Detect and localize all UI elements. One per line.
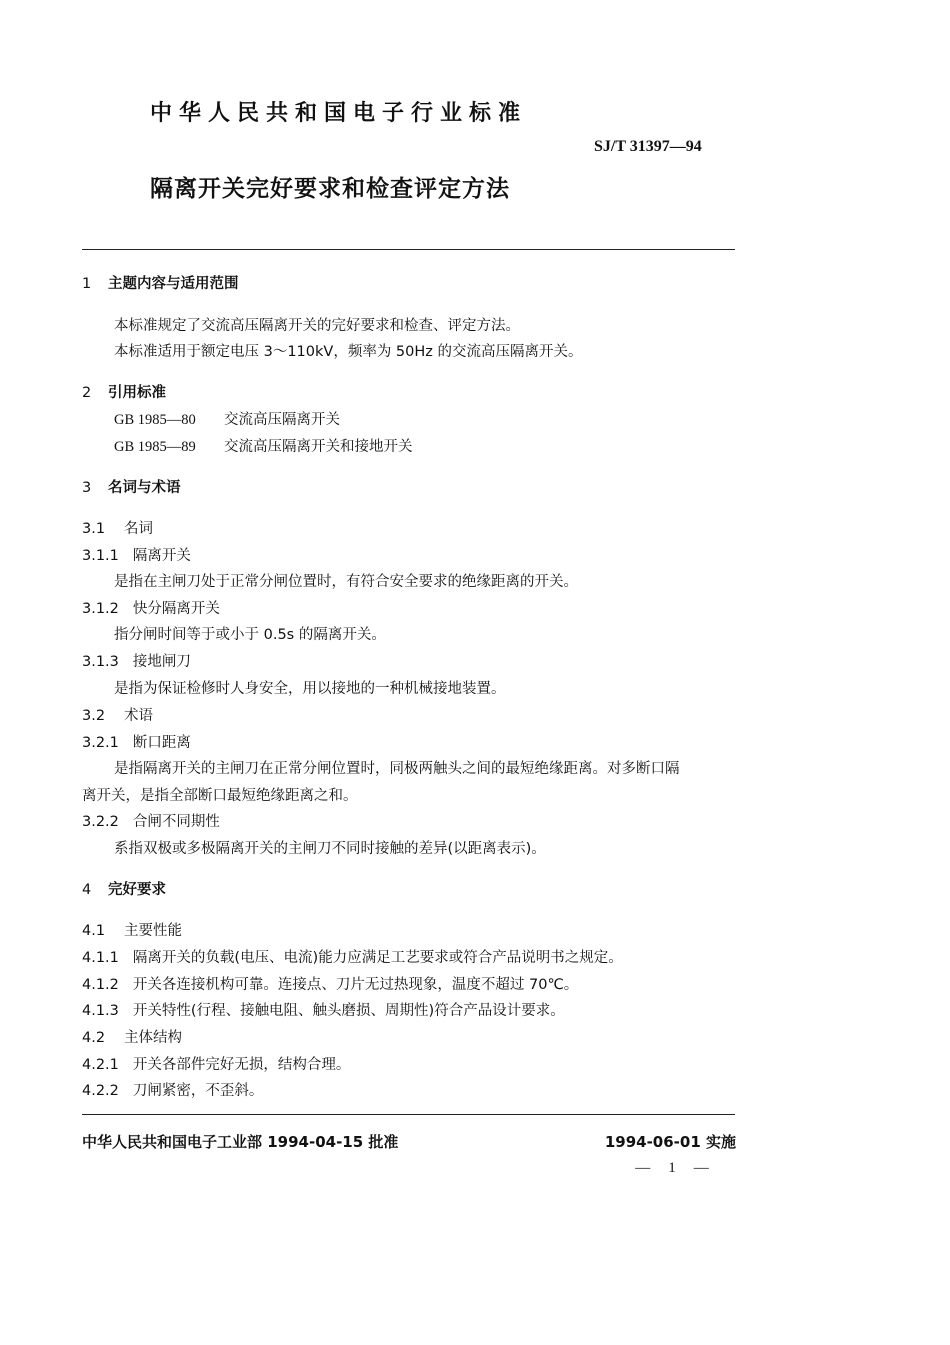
subsection-title: 名词 [124, 521, 153, 537]
subsection-number: 4.2 [82, 1030, 106, 1046]
subsection-title: 主要性能 [124, 923, 182, 939]
section-3-heading [82, 478, 181, 498]
clause-item [82, 975, 578, 995]
subsection-number: 3.1.1 [82, 548, 119, 564]
section-number: 4 [82, 882, 92, 898]
section-1-heading [82, 274, 239, 294]
clause-number: 4.2.2 [82, 1083, 119, 1099]
header-divider [82, 249, 735, 250]
footer-divider [82, 1114, 735, 1115]
clause-item [82, 948, 623, 968]
subsection-heading [82, 652, 191, 672]
subsection-heading [82, 706, 153, 726]
section-number: 1 [82, 276, 92, 292]
section-1-paragraph: 本标准适用于额定电压 3～110kV，频率为 50Hz 的交流高压隔离开关。 [114, 344, 583, 360]
subsection-title: 合闸不同期性 [132, 814, 220, 830]
clause-text: 开关特性(行程、接触电阻、触头磨损、周期性)符合产品设计要求。 [132, 1003, 565, 1019]
subsection-title: 接地闸刀 [132, 654, 191, 670]
subsection-heading [82, 599, 220, 619]
definition-text: 系指双极或多极隔离开关的主闸刀不同时接触的差异(以距离表示)。 [114, 841, 546, 857]
definition-text: 指分闸时间等于或小于 0.5s 的隔离开关。 [114, 627, 386, 643]
reference-name: 交流高压隔离开关和接地开关 [224, 439, 413, 455]
subsection-number: 3.2.2 [82, 814, 119, 830]
section-4-heading [82, 880, 166, 900]
reference-code: GB 1985—89 [114, 439, 196, 455]
clause-number: 4.1.1 [82, 950, 119, 966]
subsection-heading [82, 1028, 182, 1048]
standard-header: 中华人民共和国电子行业标准 [150, 101, 528, 126]
section-number: 2 [82, 385, 92, 401]
reference-name: 交流高压隔离开关 [224, 412, 340, 428]
clause-item [82, 1081, 263, 1101]
clause-number: 4.1.2 [82, 977, 119, 993]
reference-item [114, 437, 413, 457]
subsection-number: 3.2.1 [82, 735, 119, 751]
reference-item [114, 410, 340, 430]
section-title: 主题内容与适用范围 [108, 276, 239, 292]
clause-number: 4.1.3 [82, 1003, 119, 1019]
subsection-title: 术语 [124, 708, 153, 724]
clause-text: 开关各连接机构可靠。连接点、刀片无过热现象，温度不超过 70℃。 [132, 977, 579, 993]
subsection-heading [82, 519, 153, 539]
definition-text: 是指在主闸刀处于正常分闸位置时，有符合安全要求的绝缘距离的开关。 [114, 574, 578, 590]
standard-code: SJ/T 31397—94 [594, 138, 702, 155]
section-1-paragraph: 本标准规定了交流高压隔离开关的完好要求和检查、评定方法。 [114, 318, 520, 334]
subsection-heading [82, 921, 182, 941]
effective-date: 1994-06-01 实施 [604, 1133, 736, 1151]
definition-text-continued: 离开关，是指全部断口最短绝缘距离之和。 [82, 788, 358, 804]
section-title: 名词与术语 [108, 480, 181, 496]
page-number: —1— [635, 1160, 727, 1176]
clause-item [82, 1055, 350, 1075]
subsection-number: 3.2 [82, 708, 106, 724]
reference-code: GB 1985—80 [114, 412, 196, 428]
subsection-number: 3.1.3 [82, 654, 119, 670]
clause-text: 隔离开关的负载(电压、电流)能力应满足工艺要求或符合产品说明书之规定。 [132, 950, 623, 966]
subsection-heading [82, 546, 191, 566]
approval-statement: 中华人民共和国电子工业部 1994-04-15 批准 [82, 1133, 399, 1151]
clause-item [82, 1001, 565, 1021]
subsection-title: 断口距离 [132, 735, 191, 751]
clause-text: 开关各部件完好无损，结构合理。 [132, 1057, 351, 1073]
subsection-heading [82, 812, 220, 832]
section-2-heading [82, 383, 166, 403]
document-title: 隔离开关完好要求和检查评定方法 [150, 176, 510, 202]
subsection-number: 4.1 [82, 923, 106, 939]
subsection-title: 主体结构 [124, 1030, 182, 1046]
section-title: 引用标准 [108, 385, 166, 401]
clause-text: 刀闸紧密，不歪斜。 [132, 1083, 264, 1099]
subsection-number: 3.1 [82, 521, 106, 537]
subsection-heading [82, 733, 191, 753]
subsection-number: 3.1.2 [82, 601, 119, 617]
clause-number: 4.2.1 [82, 1057, 119, 1073]
definition-text: 是指隔离开关的主闸刀在正常分闸位置时，同极两触头之间的最短绝缘距离。对多断口隔 [114, 761, 680, 777]
definition-text: 是指为保证检修时人身安全，用以接地的一种机械接地装置。 [114, 681, 506, 697]
section-title: 完好要求 [108, 882, 166, 898]
subsection-title: 隔离开关 [132, 548, 191, 564]
section-number: 3 [82, 480, 92, 496]
subsection-title: 快分隔离开关 [132, 601, 220, 617]
